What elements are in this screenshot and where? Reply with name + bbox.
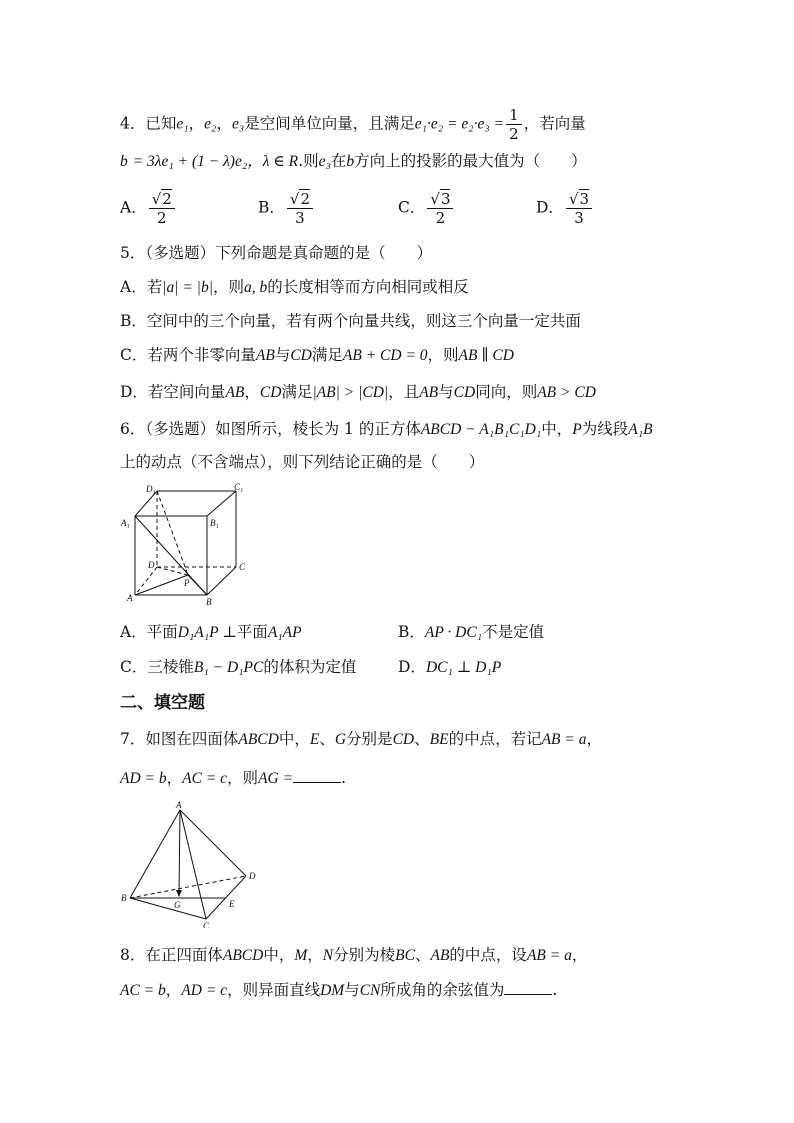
q4-text: 在 — [330, 152, 347, 170]
cube-label-p: P — [184, 578, 190, 588]
vec-b: b — [120, 153, 128, 170]
q4-text: .则 — [298, 152, 319, 170]
q7-line2: AD = b，AC = c，则AG = . — [120, 766, 346, 790]
vec-b: b — [346, 153, 355, 170]
q4-option-c: C． $\frac{√3}{2}$ — [398, 190, 455, 227]
q8-line2: AC = b，AD = c，则异面直线DM与CN所成角的余弦值为 . — [120, 978, 557, 1002]
vec-e2: e₂ — [204, 115, 217, 133]
answer-blank[interactable] — [293, 766, 341, 783]
q4-line1 — [120, 106, 586, 143]
q6-option-b: B．AP · DC₁不是定值 — [398, 623, 545, 641]
cube-label-d1: D₁ — [146, 484, 156, 494]
q5-option-a: A．若|a| = |b|，则a, b的长度相等而方向相同或相反 — [120, 278, 469, 296]
tetra-label-g: G — [174, 900, 181, 910]
section-title: 二、填空题 — [120, 693, 205, 713]
tetrahedron-figure — [118, 798, 268, 928]
tetra-label-e: E — [229, 899, 235, 909]
answer-blank[interactable] — [504, 978, 552, 995]
q4-condition: e₁·e₂ = e₂·e₃ = — [414, 115, 505, 133]
q5-stem: 5．（多选题）下列命题是真命题的是（ ） — [120, 244, 433, 262]
fraction-half: $\frac{1}{2}$ — [506, 106, 522, 143]
q6-line2: 上的动点（不含端点），则下列结论正确的是（ ） — [120, 453, 485, 471]
cube-label-c1: C₁ — [234, 482, 244, 492]
q6-option-c: C．三棱锥B₁ − D₁PC的体积为定值 — [120, 658, 357, 676]
q6-option-a: A．平面D₁A₁P ⊥平面A₁AP — [120, 623, 302, 641]
cube-figure — [118, 480, 258, 610]
q4-option-a: A． $\frac{√2}{2}$ — [120, 190, 177, 227]
q4-text: 方向上的投影的最大值为（ ） — [354, 152, 587, 170]
q8-line1: 8．在正四面体ABCD中，M，N分别为棱BC、AB的中点，设AB = a， — [120, 946, 588, 964]
q4-stem-b: 是空间单位向量，且满足 — [244, 114, 415, 133]
q5-option-c: C．若两个非零向量AB与CD满足AB + CD = 0，则AB ∥ CD — [120, 346, 514, 364]
cube-label-a1: A₁ — [121, 518, 130, 528]
vec-e3: e₃ — [231, 115, 245, 133]
cube-label-b1: B₁ — [210, 518, 219, 528]
arrow-head — [176, 890, 182, 897]
cube-label-c: C — [239, 562, 246, 572]
q4-lambda: ，λ ∈ R — [247, 153, 299, 170]
tetra-label-a: A — [176, 800, 182, 810]
q6-option-d: D．DC₁ ⊥ D₁P — [398, 658, 502, 676]
tetra-label-d: D — [249, 871, 256, 881]
tetra-label-b: B — [121, 893, 127, 903]
cube-label-d: D — [148, 560, 155, 570]
q4-b-expr: = 3λe₁ + (1 − λ)e₂ — [132, 153, 248, 170]
q5-option-b: B．空间中的三个向量，若有两个向量共线，则这三个向量一定共面 — [120, 312, 581, 330]
sep: ， — [216, 114, 232, 133]
q4-stem-c: ，若向量 — [523, 114, 586, 133]
vec-e3: e₃ — [318, 153, 331, 170]
cube-label-b: B — [206, 597, 212, 607]
tetra-label-c: C — [203, 921, 210, 928]
cube-label-a: A — [127, 593, 133, 603]
q4-option-b: B． $\frac{√2}{3}$ — [258, 190, 315, 227]
q4-line2 — [120, 150, 587, 173]
q7-line1: 7．如图在四面体ABCD中，E、G分别是CD、BE的中点，若记AB = a， — [120, 730, 602, 748]
q5-option-d: D．若空间向量AB，CD满足|AB| > |CD|，且AB与CD同向，则AB > CD — [120, 383, 596, 401]
q4-option-d: D． $\frac{√3}{3}$ — [536, 190, 594, 227]
sep: ， — [188, 114, 205, 133]
q6-line1: 6．（多选题）如图所示，棱长为 1 的正方体ABCD − A₁B₁C₁D₁中，P为线段A₁B — [120, 420, 653, 438]
q4-stem: 4．已知 — [120, 114, 177, 133]
vec-e1: e₁ — [176, 115, 189, 133]
